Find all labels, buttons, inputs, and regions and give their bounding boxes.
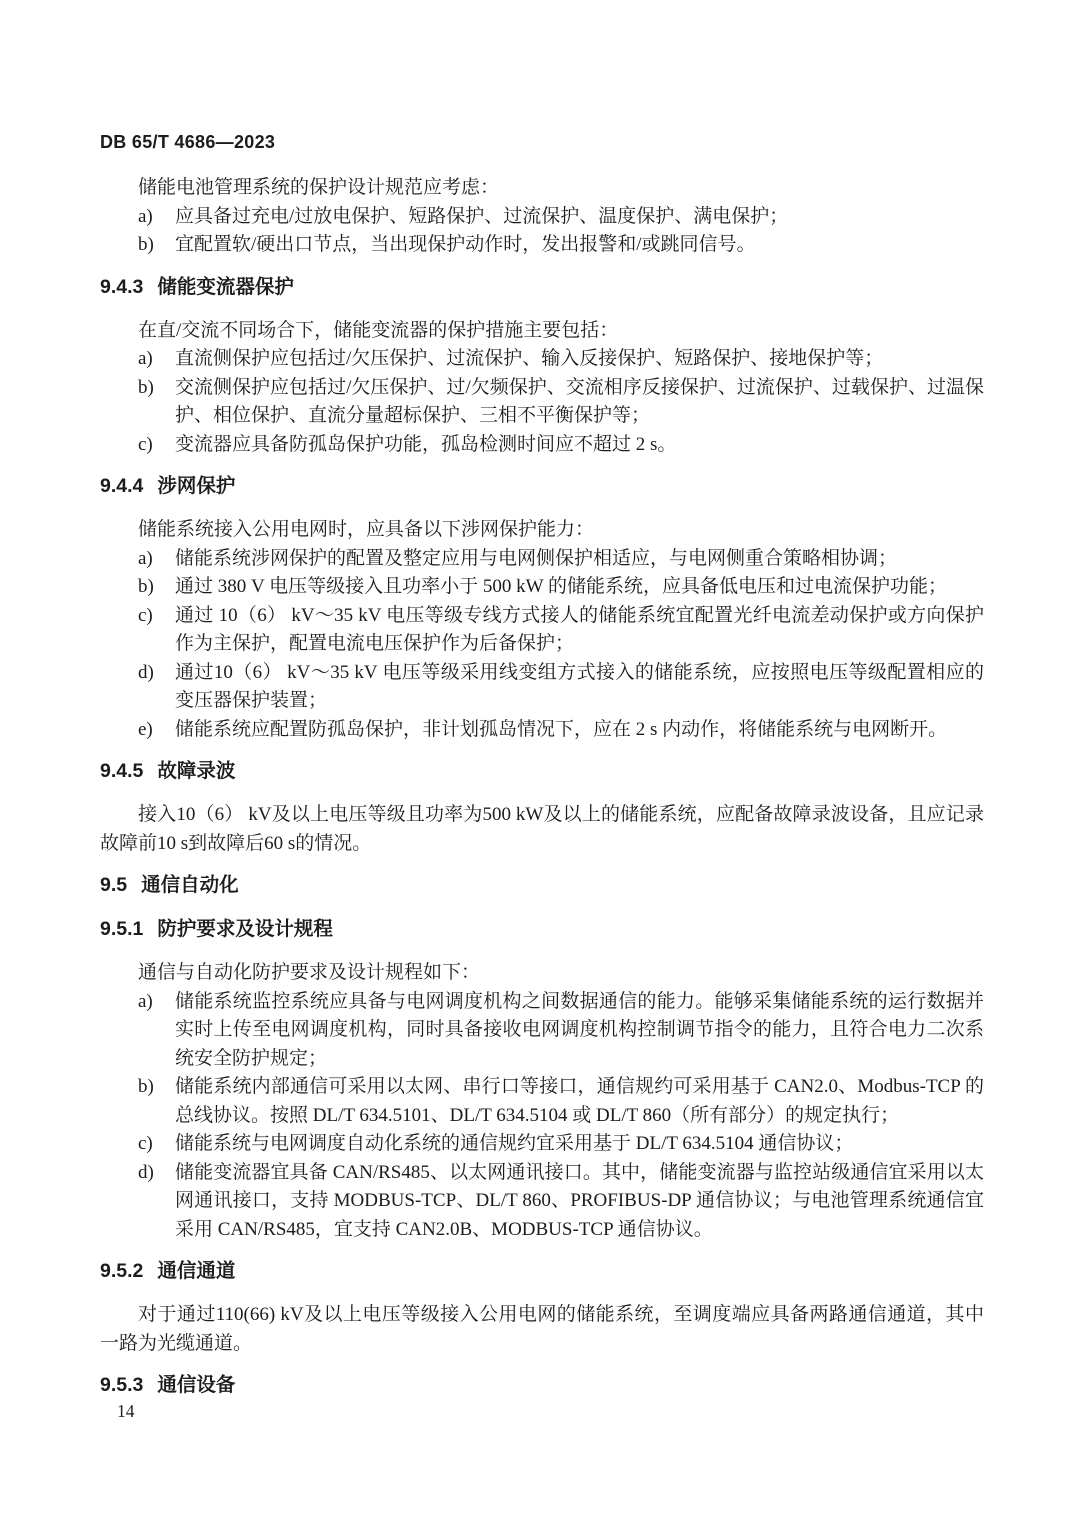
list-item-text: 交流侧保护应包括过/欠压保护、过/欠频保护、交流相序反接保护、过流保护、过载保护、过温保护、相位保护、直流分量超标保护、三相不平衡保护等； (175, 376, 984, 426)
section-title: 通信自动化 (141, 874, 239, 896)
list-item (138, 231, 984, 260)
section-title: 涉网保护 (157, 475, 236, 497)
paragraph: 对于通过110(66) kV及以上电压等级接入公用电网的储能系统，至调度端应具备两路通信通道，其中一路为光缆通道。 (100, 1304, 984, 1354)
standard-code: DB 65/T 4686—2023 (100, 132, 276, 152)
list-item-text: 储能系统内部通信可采用以太网、串行口等接口，通信规约可采用基于 CAN2.0、Modbus-TCP 的总线协议。按照 DL/T 634.5101、DL/T 634.5104 或 DL/T 860（所有部分）的规定执行； (175, 1076, 984, 1126)
list-item (138, 573, 984, 602)
list-item-text: 储能变流器宜具备 CAN/RS485、以太网通讯接口。其中，储能变流器与监控站级通信宜采用以太网通讯接口，支持 MODBUS-TCP、DL/T 860、PROFIBUS-DP 通信协议；与电池管理系统通信宜采用 CAN/RS485，宜支持 CAN2.0B、MODBUS-TCP 通信协议。 (175, 1161, 984, 1240)
section-number: 9.5 (100, 874, 128, 896)
section-title: 故障录波 (157, 760, 236, 782)
section-heading (100, 273, 984, 301)
section-title: 通信通道 (157, 1260, 236, 1282)
list-item-label: a) (138, 348, 153, 369)
list-item-label: a) (138, 205, 153, 227)
section-number: 9.5.1 (100, 918, 144, 940)
section-heading (100, 757, 984, 785)
list-item-label: c) (138, 604, 153, 626)
list-item-text: 通过10（6） kV～35 kV 电压等级采用线变组方式接入的储能系统，应按照电压等级配置相应的变压器保护装置； (175, 661, 984, 711)
list-item-text: 通过 10（6） kV～35 kV 电压等级专线方式接人的储能系统宜配置光纤电流差动保护或方向保护作为主保护，配置电流电压保护作为后备保护； (175, 604, 984, 654)
list-item-text: 应具备过充电/过放电保护、短路保护、过流保护、温度保护、满电保护； (175, 205, 789, 227)
list-item-label: a) (138, 547, 153, 569)
list-item (138, 1130, 984, 1159)
list-item (138, 659, 984, 716)
list-item-label: b) (138, 1076, 154, 1097)
section-title: 防护要求及设计规程 (157, 918, 333, 940)
list-item-label: c) (138, 433, 153, 455)
section-number: 9.5.2 (100, 1260, 144, 1282)
list-item-label: b) (138, 576, 154, 597)
list-item (138, 1159, 984, 1245)
list-item (138, 716, 984, 745)
section-title: 储能变流器保护 (157, 275, 294, 298)
list-item-text: 储能系统涉网保护的配置及整定应用与电网侧保护相适应，与电网侧重合策略相协调； (175, 547, 898, 569)
list-item-text: 通过 380 V 电压等级接入且功率小于 500 kW 的储能系统，应具备低电压和过电流保护功能； (175, 576, 947, 597)
section-heading (100, 1257, 984, 1285)
list-item-text: 变流器应具备防孤岛保护功能，孤岛检测时间应不超过 2 s。 (175, 433, 677, 455)
list-item-text: 宜配置软/硬出口节点，当出现保护动作时，发出报警和/或跳同信号。 (175, 234, 756, 255)
section-number: 9.4.5 (100, 760, 144, 782)
ordered-list (100, 203, 984, 260)
list-item (138, 203, 984, 232)
list-item-label: c) (138, 1133, 153, 1154)
list-item (138, 988, 984, 1074)
list-item-label: b) (138, 376, 154, 398)
page-number: 14 (117, 1401, 135, 1421)
list-item (138, 1073, 984, 1130)
list-item-label: d) (138, 1161, 154, 1183)
list-item (138, 345, 984, 374)
ordered-list (100, 988, 984, 1245)
section-heading (100, 871, 984, 899)
section-heading (100, 915, 984, 943)
paragraph: 通信与自动化防护要求及设计规程如下： (138, 962, 481, 983)
list-item-text: 储能系统监控系统应具备与电网调度机构之间数据通信的能力。能够采集储能系统的运行数据并实时上传至电网调度机构，同时具备接收电网调度机构控制调节指令的能力，且符合电力二次系统安全防护规定； (175, 990, 984, 1069)
ordered-list (100, 545, 984, 745)
section-heading (100, 1371, 984, 1399)
list-item (138, 431, 984, 460)
list-item-text: 直流侧保护应包括过/欠压保护、过流保护、输入反接保护、短路保护、接地保护等； (175, 348, 884, 369)
paragraph: 在直/交流不同场合下，储能变流器的保护措施主要包括： (138, 319, 619, 341)
list-item-label: b) (138, 234, 154, 255)
list-item-label: a) (138, 990, 153, 1012)
list-item-label: d) (138, 661, 154, 683)
section-number: 9.4.4 (100, 475, 144, 497)
list-item-label: e) (138, 718, 153, 740)
paragraph: 接入10（6） kV及以上电压等级且功率为500 kW及以上的储能系统，应配备故障录波设备，且应记录故障前10 s到故障后60 s的情况。 (100, 804, 984, 854)
paragraph: 储能系统接入公用电网时，应具备以下涉网保护能力： (138, 519, 595, 540)
list-item (138, 602, 984, 659)
ordered-list (100, 345, 984, 459)
section-number: 9.5.3 (100, 1374, 144, 1396)
document-content (100, 174, 984, 1399)
list-item (138, 545, 984, 574)
paragraph: 储能电池管理系统的保护设计规范应考虑： (138, 177, 500, 198)
section-number: 9.4.3 (100, 275, 144, 298)
section-title: 通信设备 (157, 1374, 236, 1396)
section-heading (100, 472, 984, 500)
list-item-text: 储能系统应配置防孤岛保护，非计划孤岛情况下，应在 2 s 内动作，将储能系统与电网断开。 (175, 718, 948, 740)
list-item (138, 374, 984, 431)
list-item-text: 储能系统与电网调度自动化系统的通信规约宜采用基于 DL/T 634.5104 通信协议； (175, 1133, 854, 1154)
